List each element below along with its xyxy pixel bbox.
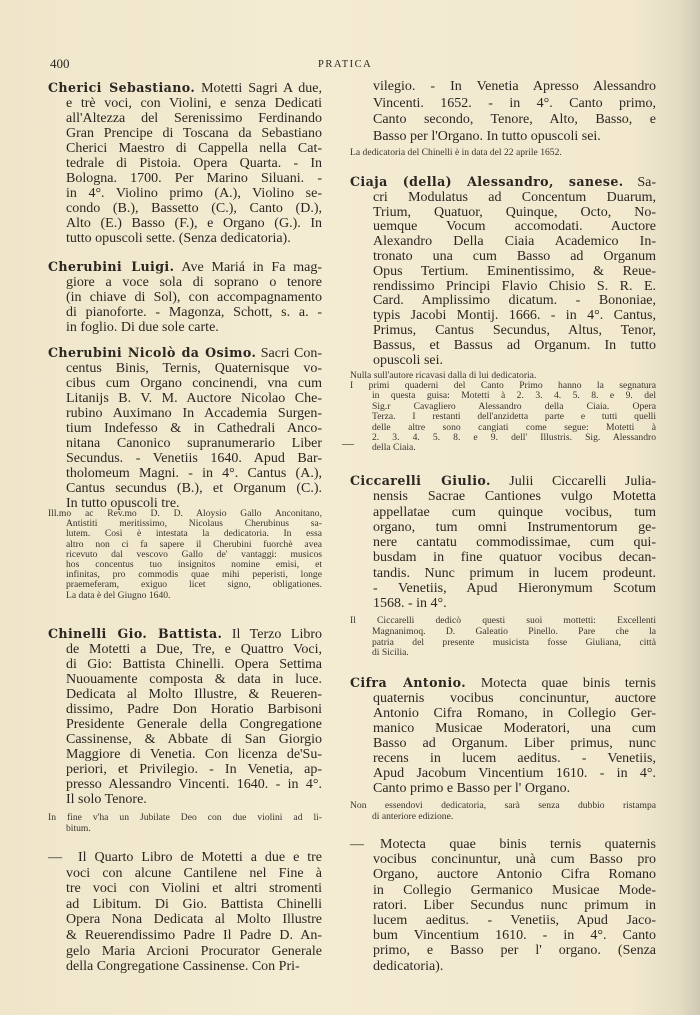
text-line [48, 626, 322, 642]
line-text: Secundus. - Venetiis 1640. Apud Bar- [66, 451, 322, 466]
line-text: all'Altezza del Serenissimo Ferdinando [66, 111, 322, 126]
text-line [66, 897, 322, 913]
text-line [373, 309, 656, 324]
text-line [66, 290, 322, 305]
text-line [373, 235, 656, 250]
text-line [66, 275, 322, 290]
text-line [66, 732, 322, 747]
text-line [66, 96, 322, 111]
line-text: Antistiti meritissimo, Nicolaus Cherubinus sa- [66, 518, 322, 530]
margin-mark: — [342, 436, 354, 450]
text-line [373, 79, 656, 96]
text-line [66, 451, 322, 466]
text-line [373, 913, 656, 928]
text-line [66, 717, 322, 732]
text-line [66, 186, 322, 201]
line-text: bitum. [66, 823, 91, 834]
line-text: gelo Maria Arcioni Procurator Generale [66, 943, 322, 959]
line-text: Ave Mariá in Fa mag- [174, 260, 322, 275]
text-line [373, 566, 656, 581]
text-line [66, 126, 322, 141]
line-text: de Motetti a Due, Tre, e Quattro Voci, [66, 642, 322, 657]
line-text: rendissimo Principi Flavio Chisio S. R. E. [373, 278, 656, 294]
text-line [350, 837, 656, 852]
text-line [373, 112, 656, 129]
text-line [66, 376, 322, 391]
line-text: typis Jacobi Montij. 1666. - in 4°. Cantus, [373, 308, 656, 324]
line-text: In tutto opuscoli tre. [66, 496, 180, 511]
line-text: Opus Tertium. Eminentissimo, & Reue- [373, 263, 656, 279]
line-text: Gran Prencipe di Toscana da Sebastiano [66, 126, 322, 141]
line-text: La dedicatoria del Chinelli è in data del 22 aprile 1652. [350, 147, 562, 158]
line-text: di pianoforte. - Magonza, Schott, s. a. - [66, 305, 322, 320]
line-text: tedrale di Pistoia. Opera Quarta. - In [66, 156, 322, 171]
text-line [66, 777, 322, 792]
line-text: - Venetiis, Apud Hieronymum Scotum [373, 581, 656, 597]
line-text: Card. Amplissimo dicatum. - Bononiae, [373, 293, 656, 309]
text-line [48, 259, 322, 275]
line-text: delle altre sono cangiati come segue: Motetti à [372, 421, 656, 433]
text-line [66, 823, 322, 834]
text-line [66, 591, 322, 601]
line-text: Trium, Quatuor, Quinque, Octo, No- [373, 204, 656, 220]
text-line [373, 250, 656, 265]
text-line [66, 436, 322, 451]
line-text: nere cantatu commodissimae, cum qui- [373, 535, 656, 551]
line-text: ratori. Liber Secundus nunc primum in [373, 897, 656, 913]
text-line [350, 800, 656, 811]
text-line [66, 912, 322, 928]
text-line [373, 550, 656, 565]
note-cherubini-nicolo [48, 509, 322, 601]
line-text: busdam in fine quatuor vocibus decan- [373, 550, 656, 566]
line-text: Cassinense, & Abbate di San Giorgio [66, 732, 322, 747]
line-text: Cherici Maestro di Cappella nella Cat- [66, 141, 322, 156]
text-line [373, 867, 656, 882]
line-text: Terza. I restanti dell'anzidetta parte e tutti quelli [372, 411, 656, 423]
text-line [66, 881, 322, 897]
line-text: hos concentus tuo insignitos nomine emisi, et [66, 559, 322, 571]
line-text: opuscoli sei. [373, 352, 443, 368]
line-text: tandis. Nunc primum in lucem prodeunt. [373, 565, 656, 581]
line-text: ad Libitum. Di Gio. Battista Chinelli [66, 896, 322, 912]
line-text: Non essendovi dedicatoria, sarà senza dubbio ristampa [350, 800, 656, 811]
text-line [373, 943, 656, 958]
text-line [66, 928, 322, 944]
line-text: In fine v'ha un Jubilate Deo con due violini ad li- [48, 812, 322, 823]
text-line [66, 466, 322, 481]
line-text: di anteriore edizione. [372, 811, 454, 822]
line-text: lutem. Così è intestata la dedicatoria. In essa [66, 528, 322, 540]
text-line [66, 171, 322, 186]
line-text: Canto secondo, Tenore, Alto, Basso, e [373, 112, 656, 127]
line-text: Motetti Sagri A due, [195, 81, 322, 96]
line-text: 1568. - in 4°. [373, 596, 447, 612]
line-text: recens in lucem aeditus. - Venetiis, [373, 751, 656, 766]
line-text: Opera Nona Dedicata al Molto Illustre [66, 912, 322, 928]
entry-ciaja [350, 175, 656, 368]
text-line [66, 792, 322, 807]
line-text: Sa- [623, 175, 656, 190]
line-text: cri Modulatus ad Concentum Duarum, [373, 189, 656, 205]
line-text: Vincenti. 1652. - in 4°. Canto primo, [373, 95, 656, 111]
text-line [373, 220, 656, 235]
text-line [66, 141, 322, 156]
text-line [66, 361, 322, 376]
text-line [66, 657, 322, 672]
text-line [66, 866, 322, 882]
entry-heading: Ciccarelli Giulio. [350, 473, 491, 488]
text-line [373, 751, 656, 766]
text-line [373, 852, 656, 867]
entry-chinelli [48, 626, 322, 807]
line-text: Il Ciccarelli dedicò questi suoi mottetti: Excellenti [350, 615, 656, 626]
text-line [372, 648, 656, 659]
line-text: I primi quaderni del Canto Primo hanno la segnatura [350, 380, 656, 391]
line-text: tre voci con Violini et altri stromenti [66, 881, 322, 897]
line-text: in questa guisa: Motetti à 2. 3. 4. 5. 8. e 9. del [372, 390, 656, 402]
line-text: praemeferam, exiguo licet signo, obligationes. [66, 579, 322, 591]
text-line [66, 406, 322, 421]
text-line [373, 581, 656, 596]
line-text: Sig.r Cavagliero Alessandro della Ciaia. Opera [372, 400, 656, 412]
text-line [48, 345, 322, 361]
line-text: Julii Ciccarelli Julia- [490, 474, 657, 489]
line-text: Sacri Con- [256, 346, 322, 361]
text-line [373, 280, 656, 295]
line-text: Il solo Tenore. [66, 792, 147, 807]
line-text: lucem aeditus. - Venetiis, Apud Jaco- [373, 913, 656, 929]
entry-cifra-motecta [350, 837, 656, 974]
line-text: Il Terzo Libro [222, 627, 322, 642]
text-line [373, 489, 656, 504]
line-text: dissimo, Padre Don Horatio Barbisoni [66, 702, 322, 717]
entry-continuation [350, 79, 656, 145]
line-text: Presidente Generale della Congregatione [66, 717, 322, 732]
text-line [350, 473, 656, 489]
line-text: giore a voce sola di soprano o tenore [66, 275, 322, 290]
running-title: PRATICA [318, 59, 373, 70]
line-text: Antonio Cifra Romano, in Collegio Ger- [373, 706, 656, 721]
line-text: Primus, Cantus Secundus, Altus, Tenor, [373, 322, 656, 338]
text-line [66, 702, 322, 717]
line-text: organo, tum omni Instrumentorum ge- [373, 519, 656, 535]
text-line [373, 206, 656, 221]
text-line [66, 762, 322, 777]
text-line [66, 672, 322, 687]
line-text: Apud Jacobum Vincentium 1610. - in 4°. [373, 766, 656, 781]
text-line [66, 481, 322, 496]
line-text: centus Binis, Ternis, Quaternisque vo- [66, 361, 322, 376]
entry-cherubini-luigi [48, 259, 322, 335]
text-line [373, 898, 656, 913]
line-text: voci con alcune Cantilene nel Fine à [66, 865, 322, 881]
line-text: La data è del Giugno 1640. [66, 589, 171, 601]
text-line [373, 294, 656, 309]
text-line [373, 265, 656, 280]
text-line [350, 148, 656, 158]
line-text: vocibus concinuntur, unà cum Basso pro [373, 852, 656, 868]
text-line [66, 959, 322, 975]
line-text: Dedicata al Molto Illustre, & Reueren- [66, 687, 322, 702]
text-line [373, 324, 656, 339]
text-line [373, 596, 656, 611]
entry-cifra [350, 675, 656, 796]
line-text: bum Vincentium 1610. - in 4°. Canto [373, 928, 656, 944]
line-text: Ill.mo ac Rev.mo D. D. Aloysio Gallo Anconitano, [48, 508, 322, 519]
entry-heading: Cherubini Nicolò da Osimo. [48, 345, 257, 360]
line-text: 2. 3. 4. 5. 8. e 9. dell' Illustris. Sig. Alessandro [372, 432, 656, 444]
text-line [373, 691, 656, 706]
line-text: in Collegio Germanico Musicae Mode- [373, 882, 656, 898]
text-line [66, 201, 322, 216]
text-line [66, 305, 322, 320]
entry-cherubini-nicolo [48, 345, 322, 511]
text-line [373, 505, 656, 520]
line-text: tholomeum Magni. - in 4°. Cantus (A.), [66, 466, 322, 481]
line-text: in foglio. Di due sole carte. [66, 320, 219, 335]
entry-heading: Cifra Antonio. [350, 675, 466, 690]
line-text: ricevuto dal vescovo Gallo de' vantaggi: musicos [66, 548, 322, 560]
text-line [66, 747, 322, 762]
text-line [373, 766, 656, 781]
line-text: manico Musicae Moderatori, una cum [373, 721, 656, 736]
entry-ciccarelli [350, 473, 656, 612]
text-line [66, 216, 322, 231]
text-line [373, 339, 656, 354]
line-text: patria del presente musicista fosse Giuliana, città [372, 636, 656, 648]
line-text: Bassus, et Bassus ad Organum. In tutto [373, 337, 656, 353]
line-text: Motecta quae binis ternis quaternis [380, 837, 656, 852]
text-line [66, 320, 322, 335]
note-cifra [350, 800, 656, 822]
line-text: Il Quarto Libro de Motetti a due e tre [78, 850, 322, 865]
line-text: in 4°. Violino primo (A.), Violino se- [66, 186, 322, 201]
text-line [350, 175, 656, 191]
ditto-dash: — [350, 837, 364, 852]
line-text: rubino Auximano In Accademia Surgen- [66, 406, 322, 421]
text-line [66, 231, 322, 246]
line-text: presso Alessandro Vincenti. 1640. - in 4°. [66, 777, 322, 792]
line-text: altro non ci fa sapere il Cherubini fuorchè avea [66, 538, 322, 550]
line-text: Nuouamente composta & data in luce. [66, 672, 322, 687]
line-text: quaternis vocibus concinuntur, auctore [373, 691, 656, 706]
text-line [66, 111, 322, 126]
text-line [373, 520, 656, 535]
line-text: cibus cum Organo concinendi, vna cum [66, 376, 322, 391]
text-line [66, 642, 322, 657]
line-text: Maggiore di Venetia. Con licenza de'Su- [66, 747, 322, 762]
text-line [373, 706, 656, 721]
line-text: dedicatoria). [373, 958, 444, 974]
line-text: Nulla sull'autore ricavasi dalla di lui dedicatoria. [350, 370, 537, 381]
line-text: tronato una cum Basso ad Organum [373, 248, 656, 264]
line-text: condo (B.), Bassetto (C.), Canto (D.), [66, 201, 322, 216]
line-text: appellatae cum quinque vocibus, tum [373, 504, 656, 520]
line-text: Basso per l'Organo. In tutto opuscoli sei. [373, 128, 601, 144]
entry-heading: Ciaja (della) Alessandro, sanese. [350, 174, 624, 189]
line-text: Bologna. 1700. Per Marino Siluani. - [66, 171, 322, 186]
line-text: Alto (E.) Basso (F.), e Organo (G.). In [66, 216, 322, 231]
text-line [350, 675, 656, 691]
line-text: uemque Vocum accomodati. Auctore [373, 219, 656, 235]
line-text: Organo, auctore Antonio Cifra Romano [373, 867, 656, 883]
text-line [48, 80, 322, 96]
line-text: tutto opuscoli sette. (Senza dedicatoria). [66, 231, 291, 246]
text-line [372, 638, 656, 649]
line-text: tium Indefesso & in Cathedrali Anco- [66, 421, 322, 436]
line-text: Motecta quae binis ternis [466, 676, 656, 691]
note-chinelli [48, 812, 322, 834]
line-text: Litanijs B. V. M. Auctore Nicolao Che- [66, 391, 322, 406]
line-text: della Congregatione Cassinense. Con Pri- [66, 959, 300, 975]
entry-heading: Cherubini Luigi. [48, 259, 175, 274]
note-ciccarelli [350, 616, 656, 659]
note-chinelli-dedication [350, 148, 656, 158]
line-text: Canto primo e Basso per l' Organo. [373, 781, 571, 796]
entry-heading: Cherici Sebastiano. [48, 80, 196, 95]
page-number: 400 [50, 56, 70, 71]
text-line [373, 721, 656, 736]
text-line [373, 129, 656, 146]
text-line [372, 443, 656, 453]
entry-heading: Chinelli Gio. Battista. [48, 626, 223, 641]
text-line [373, 96, 656, 113]
text-line [373, 736, 656, 751]
line-text: e trè voci, con Violini, e senza Dedicati [66, 96, 322, 111]
text-line [373, 354, 656, 369]
text-line [373, 191, 656, 206]
text-line [373, 959, 656, 974]
line-text: primo, e Basso per l' organo. (Senza [373, 943, 656, 959]
line-text: vilegio. - In Venetia Apresso Alessandro [373, 79, 656, 94]
line-text: Alexandro Della Ciaia Academico In- [373, 234, 656, 250]
text-line [66, 156, 322, 171]
ditto-dash: — [48, 850, 62, 865]
text-line [373, 928, 656, 943]
line-text: Cantus secundus (B.), et Organum (C.). [66, 481, 322, 496]
text-line [66, 421, 322, 436]
line-text: della Ciaia. [372, 442, 416, 454]
line-text: infinitas, pro commodis quae mihi peperisti, longe [66, 569, 322, 581]
text-line [48, 812, 322, 823]
text-line [48, 850, 322, 866]
line-text: periori, et Privilegio. - In Venetia, ap- [66, 762, 322, 777]
text-line [372, 811, 656, 822]
line-text: nensis Sacrae Cantiones vulgo Motetta [373, 489, 656, 505]
line-text: & Reuerendissimo Padre Il Padre D. An- [66, 927, 322, 943]
text-line [373, 535, 656, 550]
text-line [66, 687, 322, 702]
entry-cherici-sebastiano [48, 80, 322, 246]
note-ciaja-segnatura [350, 381, 656, 454]
text-line [373, 883, 656, 898]
entry-chinelli-quarto-libro [48, 850, 322, 975]
text-line [66, 391, 322, 406]
line-text: di Gio: Battista Chinelli. Opera Settima [66, 657, 322, 672]
line-text: (in chiave di Sol), con accompagnamento [66, 290, 322, 305]
line-text: di Sicilia. [372, 647, 409, 659]
text-line [66, 944, 322, 960]
line-text: nitana Canonico supranumerario Liber [66, 436, 322, 451]
line-text: Basso ad Organum. Liber primus, nunc [373, 736, 656, 751]
text-line [373, 781, 656, 796]
line-text: Magnanimoq. D. Galeatio Pinello. Pare che la [372, 625, 656, 637]
